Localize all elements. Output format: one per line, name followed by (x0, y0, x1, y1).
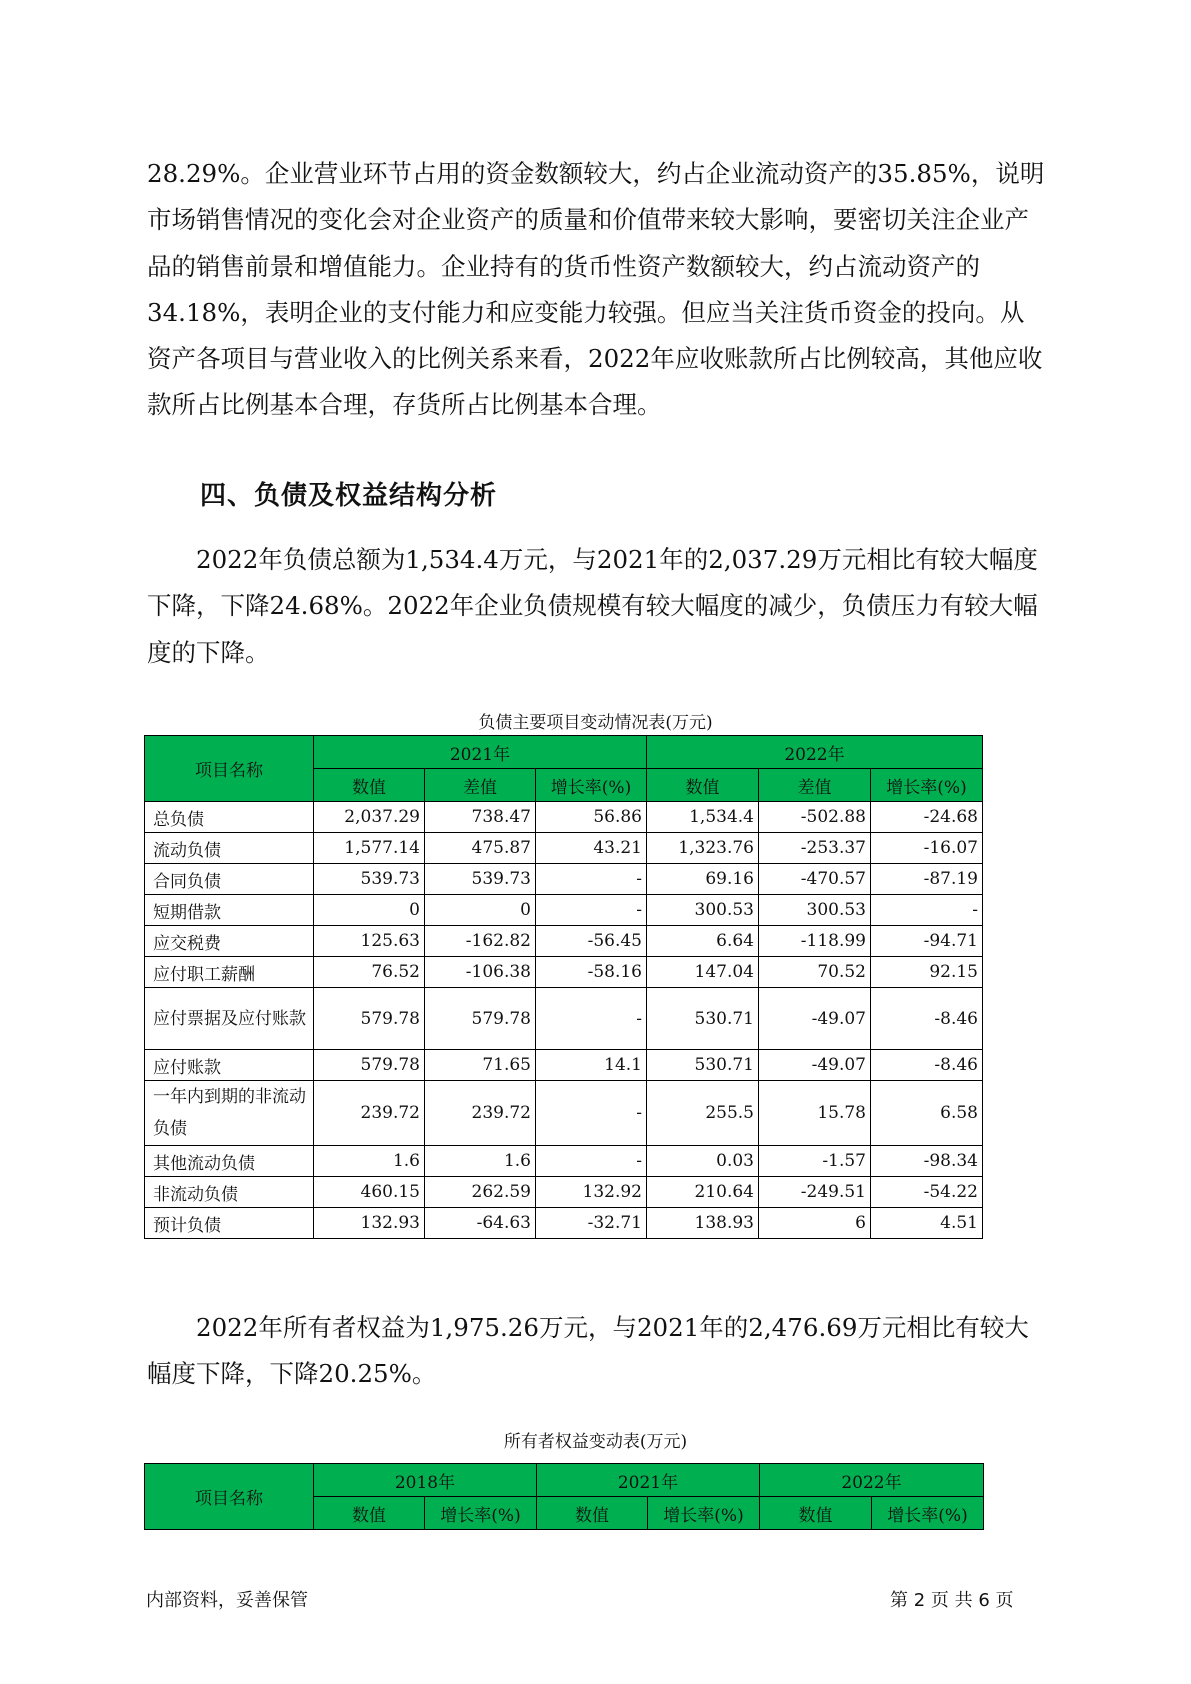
value-2021-cell: 460.15 (314, 1177, 425, 1208)
item-name-cell: 应付账款 (145, 1050, 314, 1081)
rate-2021-cell: -58.16 (536, 957, 647, 988)
table-row (145, 1177, 983, 1208)
item-name-cell: 合同负债 (145, 864, 314, 895)
table-row (145, 802, 983, 833)
table-row (145, 833, 983, 864)
section-heading: 四、负债及权益结构分析 (200, 481, 498, 511)
year-2021-header: 2021年 (537, 1464, 760, 1497)
rate-2021-cell: - (536, 1146, 647, 1177)
rate-2021-cell: 14.1 (536, 1050, 647, 1081)
rate-2022-cell: -24.68 (871, 802, 983, 833)
rate-2021-cell: 43.21 (536, 833, 647, 864)
col-value-header: 数值 (314, 769, 425, 802)
diff-2022-cell: 300.53 (759, 895, 871, 926)
item-name-header: 项目名称 (145, 736, 314, 802)
diff-2021-cell: -64.63 (425, 1208, 536, 1239)
value-2021-cell: 0 (314, 895, 425, 926)
diff-2022-cell: -470.57 (759, 864, 871, 895)
rate-2022-cell: 6.58 (871, 1081, 983, 1146)
diff-2021-cell: 579.78 (425, 988, 536, 1050)
diff-2021-cell: 539.73 (425, 864, 536, 895)
rate-2022-cell: -94.71 (871, 926, 983, 957)
footer-page-number: 第 2 页 共 6 页 (890, 1590, 1014, 1611)
value-2022-cell: 530.71 (647, 988, 759, 1050)
table1-caption: 负债主要项目变动情况表(万元) (478, 713, 713, 733)
value-2021-cell: 76.52 (314, 957, 425, 988)
footer-confidential-note: 内部资料，妥善保管 (146, 1590, 308, 1611)
diff-2022-cell: -253.37 (759, 833, 871, 864)
rate-2022-cell: - (871, 895, 983, 926)
table-row (145, 957, 983, 988)
rate-2021-cell: -56.45 (536, 926, 647, 957)
diff-2022-cell: 15.78 (759, 1081, 871, 1146)
diff-2021-cell: 262.59 (425, 1177, 536, 1208)
rate-2022-cell: -87.19 (871, 864, 983, 895)
col-rate-header: 增长率(%) (425, 1497, 537, 1530)
item-name-cell: 其他流动负债 (145, 1146, 314, 1177)
diff-2022-cell: -49.07 (759, 1050, 871, 1081)
table-row (145, 1146, 983, 1177)
value-2022-cell: 300.53 (647, 895, 759, 926)
table2-caption: 所有者权益变动表(万元) (503, 1432, 688, 1452)
rate-2021-cell: -32.71 (536, 1208, 647, 1239)
table-row (145, 988, 983, 1050)
value-2021-cell: 132.93 (314, 1208, 425, 1239)
value-2022-cell: 530.71 (647, 1050, 759, 1081)
item-name-header: 项目名称 (145, 1464, 314, 1530)
rate-2022-cell: -98.34 (871, 1146, 983, 1177)
value-2022-cell: 6.64 (647, 926, 759, 957)
item-name-cell: 应付票据及应付账款 (145, 988, 314, 1050)
liability-table-body (145, 802, 983, 1239)
diff-2021-cell: -106.38 (425, 957, 536, 988)
col-diff-header: 差值 (425, 769, 536, 802)
value-2022-cell: 69.16 (647, 864, 759, 895)
diff-2021-cell: 239.72 (425, 1081, 536, 1146)
value-2021-cell: 1.6 (314, 1146, 425, 1177)
rate-2021-cell: 56.86 (536, 802, 647, 833)
col-rate-header: 增长率(%) (872, 1497, 984, 1530)
value-2021-cell: 579.78 (314, 988, 425, 1050)
item-name-cell: 一年内到期的非流动负债 (145, 1081, 314, 1146)
col-diff-header: 差值 (759, 769, 871, 802)
diff-2021-cell: 1.6 (425, 1146, 536, 1177)
value-2021-cell: 239.72 (314, 1081, 425, 1146)
table-row (145, 864, 983, 895)
rate-2022-cell: -8.46 (871, 988, 983, 1050)
col-rate-header: 增长率(%) (871, 769, 983, 802)
rate-2022-cell: 92.15 (871, 957, 983, 988)
diff-2021-cell: 0 (425, 895, 536, 926)
value-2022-cell: 255.5 (647, 1081, 759, 1146)
rate-2022-cell: -54.22 (871, 1177, 983, 1208)
year-2021-header: 2021年 (314, 736, 647, 769)
diff-2022-cell: -49.07 (759, 988, 871, 1050)
equity-table (144, 1463, 984, 1530)
rate-2022-cell: -16.07 (871, 833, 983, 864)
rate-2021-cell: - (536, 864, 647, 895)
col-value-header: 数值 (760, 1497, 872, 1530)
value-2021-cell: 125.63 (314, 926, 425, 957)
diff-2021-cell: -162.82 (425, 926, 536, 957)
col-value-header: 数值 (647, 769, 759, 802)
diff-2022-cell: 6 (759, 1208, 871, 1239)
value-2021-cell: 1,577.14 (314, 833, 425, 864)
diff-2021-cell: 738.47 (425, 802, 536, 833)
diff-2022-cell: -502.88 (759, 802, 871, 833)
rate-2021-cell: - (536, 1081, 647, 1146)
item-name-cell: 流动负债 (145, 833, 314, 864)
diff-2022-cell: -1.57 (759, 1146, 871, 1177)
value-2021-cell: 539.73 (314, 864, 425, 895)
rate-2022-cell: -8.46 (871, 1050, 983, 1081)
table-row (145, 895, 983, 926)
diff-2021-cell: 475.87 (425, 833, 536, 864)
item-name-cell: 总负债 (145, 802, 314, 833)
item-name-cell: 预计负债 (145, 1208, 314, 1239)
item-name-cell: 非流动负债 (145, 1177, 314, 1208)
paragraph-asset-analysis: 28.29%。企业营业环节占用的资金数额较大，约占企业流动资产的35.85%，说明市场销售情况的变化会对企业资产的质量和价值带来较大影响，要密切关注企业产品的销售前景和增值能力。企业持有的货币性资产数额较大，约占流动资产的34.18%，表明企业的支付能力和应变能力较强。但应当关注货币资金的投向。从资产各项目与营业收入的比例关系来看，2022年应收账款所占比例较高，其他应收款所占比例基本合理，存货所占比例基本合理。 (147, 159, 1045, 420)
value-2022-cell: 210.64 (647, 1177, 759, 1208)
value-2022-cell: 0.03 (647, 1146, 759, 1177)
diff-2022-cell: 70.52 (759, 957, 871, 988)
table-row (145, 926, 983, 957)
paragraph-equity-summary: 2022年所有者权益为1,975.26万元，与2021年的2,476.69万元相比有较大幅度下降，下降20.25%。 (147, 1313, 1029, 1389)
diff-2022-cell: -249.51 (759, 1177, 871, 1208)
value-2022-cell: 1,323.76 (647, 833, 759, 864)
diff-2022-cell: -118.99 (759, 926, 871, 957)
diff-2021-cell: 71.65 (425, 1050, 536, 1081)
item-name-cell: 应交税费 (145, 926, 314, 957)
table-row (145, 1208, 983, 1239)
table-row (145, 1050, 983, 1081)
rate-2021-cell: - (536, 988, 647, 1050)
paragraph-liability-summary: 2022年负债总额为1,534.4万元，与2021年的2,037.29万元相比有较大幅度下降，下降24.68%。2022年企业负债规模有较大幅度的减少，负债压力有较大幅度的下降。 (147, 545, 1038, 667)
col-rate-header: 增长率(%) (648, 1497, 760, 1530)
col-value-header: 数值 (537, 1497, 648, 1530)
year-2018-header: 2018年 (314, 1464, 537, 1497)
col-value-header: 数值 (314, 1497, 425, 1530)
item-name-cell: 短期借款 (145, 895, 314, 926)
rate-2021-cell: 132.92 (536, 1177, 647, 1208)
table-row (145, 1081, 983, 1146)
value-2022-cell: 1,534.4 (647, 802, 759, 833)
liability-table (144, 735, 983, 1239)
rate-2021-cell: - (536, 895, 647, 926)
year-2022-header: 2022年 (647, 736, 983, 769)
year-2022-header: 2022年 (760, 1464, 984, 1497)
value-2021-cell: 2,037.29 (314, 802, 425, 833)
value-2021-cell: 579.78 (314, 1050, 425, 1081)
value-2022-cell: 138.93 (647, 1208, 759, 1239)
value-2022-cell: 147.04 (647, 957, 759, 988)
col-rate-header: 增长率(%) (536, 769, 647, 802)
rate-2022-cell: 4.51 (871, 1208, 983, 1239)
item-name-cell: 应付职工薪酬 (145, 957, 314, 988)
